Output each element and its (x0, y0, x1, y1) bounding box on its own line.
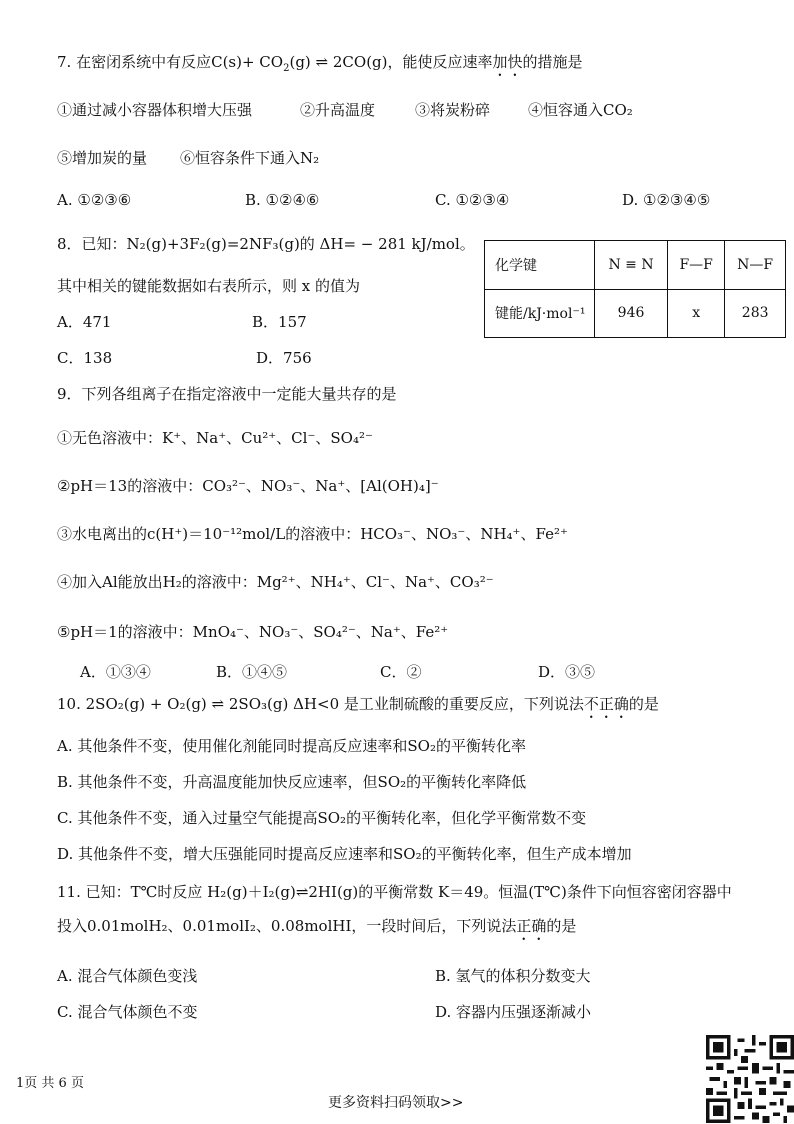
q8-option-a: A．471 (57, 313, 112, 331)
q7-option-a: A. ①②③⑥ (57, 191, 132, 209)
q10-stem (57, 694, 659, 722)
table-header-cell: N ≡ N (595, 241, 668, 290)
q9-item-2: ②pH＝13的溶液中：CO₃²⁻、NO₃⁻、Na⁺、[Al(OH)₄]⁻ (57, 477, 439, 495)
q7-cond-4: ④恒容通入CO₂ (528, 101, 633, 119)
q11-stem-b-line (57, 916, 576, 944)
q8-option-b: B．157 (252, 313, 307, 331)
table-cell: x (668, 289, 725, 338)
q10-stem-b: 的是 (628, 695, 659, 713)
bond-energy-table (484, 240, 786, 338)
q8-option-d: D．756 (256, 349, 312, 367)
table-cell: 283 (725, 289, 786, 338)
q9-item-1: ①无色溶液中：K⁺、Na⁺、Cu²⁺、Cl⁻、SO₄²⁻ (57, 429, 373, 447)
q9-stem: 9．下列各组离子在指定溶液中一定能大量共存的是 (57, 385, 397, 403)
q7-option-d: D. ①②③④⑤ (622, 191, 711, 209)
q7-cond-2: ②升高温度 (300, 101, 376, 119)
q9-item-4: ④加入Al能放出H₂的溶液中：Mg²⁺、NH₄⁺、Cl⁻、Na⁺、CO₃²⁻ (57, 573, 494, 591)
q7-cond-1: ①通过减小容器体积增大压强 (57, 101, 253, 119)
q11-stem-b: 投入0.01molH₂、0.01molI₂、0.08molHI，一段时间后，下列说法 (57, 917, 517, 935)
table-cell: 键能/kJ·mol⁻¹ (485, 289, 595, 338)
q10-option-c: C. 其他条件不变，通入过量空气能提高SO₂的平衡转化率，但化学平衡常数不变 (57, 809, 587, 827)
page-number: 1页 共 6 页 (16, 1076, 84, 1091)
q7-stem-prefix: 7. 在密闭系统中有反应 (57, 53, 212, 71)
q7-stem: 7. 在密闭系统中有反应$C(s)+ CO_2(g)$ ⇌ 2CO(g)，能使反应速率加快的措施是 (57, 53, 583, 74)
q9-option-d: D．③⑤ (538, 663, 596, 681)
q10-stem-a: 10. 2SO₂(g) + O₂(g) ⇌ 2SO₃(g) ΔH<0 是工业制硫酸的重要反应，下列说法 (57, 695, 584, 713)
q11-option-b: B. 氢气的体积分数变大 (435, 967, 591, 985)
q9-option-c: C．② (380, 663, 422, 681)
table-row (485, 289, 786, 338)
table-row (485, 241, 786, 290)
q7-cond-5: ⑤增加炭的量 (57, 149, 148, 167)
q9-option-b: B．①④⑤ (216, 663, 288, 681)
q10-option-a: A. 其他条件不变，使用催化剂能同时提高反应速率和SO₂的平衡转化率 (57, 737, 526, 755)
q11-option-d: D. 容器内压强逐渐减小 (435, 1003, 592, 1021)
q10-option-b: B. 其他条件不变，升高温度能加快反应速率，但SO₂的平衡转化率降低 (57, 773, 527, 791)
q9-item-3: ③水电离出的c(H⁺)＝10⁻¹²mol/L的溶液中：HCO₃⁻、NO₃⁻、NH₄⁺、Fe²⁺ (57, 525, 568, 543)
more-resources-link[interactable]: 更多资料扫码领取>> (328, 1095, 464, 1111)
q10-option-d: D. 其他条件不变，增大压强能同时提高反应速率和SO₂的平衡转化率，但生产成本增加 (57, 845, 632, 863)
q11-option-c: C. 混合气体颜色不变 (57, 1003, 198, 1021)
table-header-cell: N—F (725, 241, 786, 290)
q9-option-a: A．①③④ (80, 663, 151, 681)
q8-stem-a: 8．已知：N₂(g)+3F₂(g)=2NF₃(g)的 ΔH= − 281 kJ/mol。 (57, 235, 475, 253)
q7-reaction-tail: (g) ⇌ 2CO(g) (289, 53, 388, 71)
q10-stem-emphasis: 不正确 (583, 695, 629, 713)
q8-stem-b: 其中相关的键能数据如右表所示，则 x 的值为 (57, 277, 360, 295)
qr-code-icon[interactable] (706, 1035, 794, 1123)
q11-stem-a: 11. 已知：T℃时反应 H₂(g)＋I₂(g)⇌2HI(g)的平衡常数 K＝49。恒温(T℃)条件下向恒容密闭容器中 (57, 883, 732, 901)
q7-stem-emphasis: 加快 (492, 53, 523, 71)
q11-stem-emphasis: 正确 (516, 917, 547, 935)
table-cell: 946 (595, 289, 668, 338)
q7-option-c: C. ①②③④ (435, 191, 510, 209)
q11-stem-c: 的是 (546, 917, 577, 935)
q7-cond-6: ⑥恒容条件下通入N₂ (180, 149, 320, 167)
table-header-cell: 化学键 (485, 241, 595, 290)
q7-stem-mid: ，能使反应速率 (387, 53, 493, 71)
q7-stem-suffix: 的措施是 (522, 53, 583, 71)
q11-option-a: A. 混合气体颜色变浅 (57, 967, 198, 985)
q9-item-5: ⑤pH＝1的溶液中：MnO₄⁻、NO₃⁻、SO₄²⁻、Na⁺、Fe²⁺ (57, 623, 449, 641)
q7-option-b: B. ①②④⑥ (245, 191, 320, 209)
q7-cond-3: ③将炭粉碎 (415, 101, 491, 119)
table-header-cell: F—F (668, 241, 725, 290)
q7-reaction: C(s)+ CO (211, 53, 284, 71)
q8-option-c: C．138 (57, 349, 113, 367)
